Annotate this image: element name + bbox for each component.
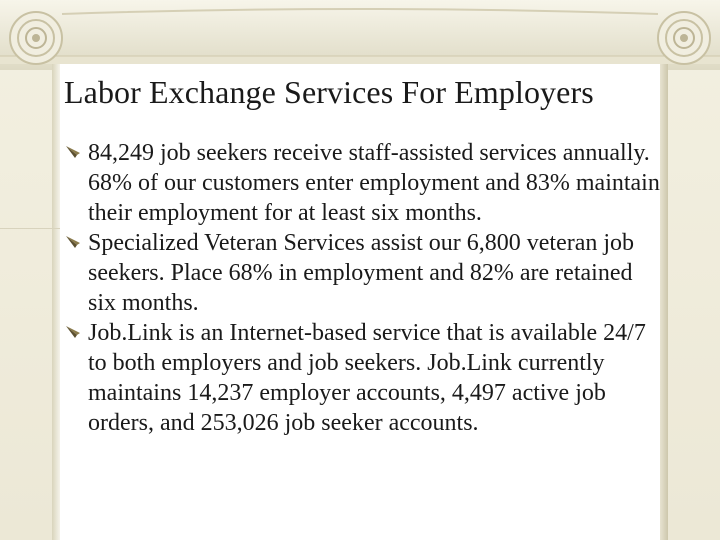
divider xyxy=(0,228,60,229)
pen-nib-icon xyxy=(64,232,82,250)
bullet-text: 84,249 job seekers receive staff-assisted services annually. 68% of our customers enter employment and 83% maintain their employment for at least six months. xyxy=(88,140,660,226)
bullet-list xyxy=(62,138,662,438)
scroll-left-icon xyxy=(10,12,62,64)
bullet-item-job-seekers xyxy=(62,138,662,228)
scroll-right-icon xyxy=(658,12,710,64)
pen-nib-icon xyxy=(64,142,82,160)
bullet-text: Specialized Veteran Services assist our 6,800 veteran job seekers. Place 68% in employment and 82% are retained six months. xyxy=(88,230,635,316)
pen-nib-icon xyxy=(64,322,82,340)
bullet-item-joblink xyxy=(62,318,662,438)
bullet-item-veteran-services xyxy=(62,228,662,318)
panel-shadow-left xyxy=(52,64,60,540)
slide-title: Labor Exchange Services For Employers xyxy=(64,74,594,110)
ionic-capital xyxy=(0,0,720,70)
bullet-text: Job.Link is an Internet-based service that is available 24/7 to both employers and job seekers. Job.Link currently maintains 14,237 employer accounts, 4,497 active job orders, and 253,026 job seeker accounts. xyxy=(88,320,646,436)
